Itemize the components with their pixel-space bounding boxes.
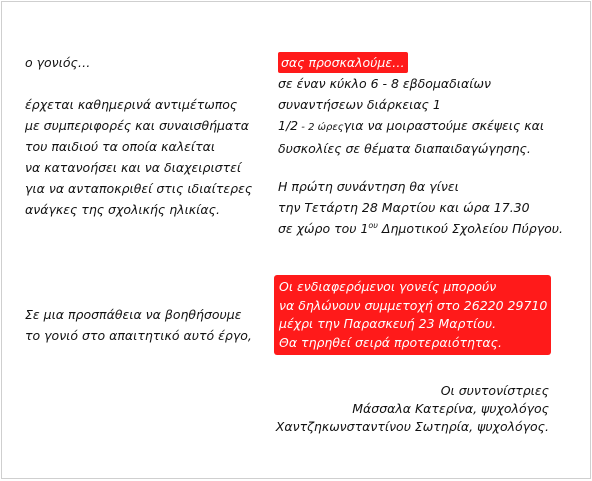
- fraction: - 2 ώρες: [298, 122, 344, 133]
- left-paragraph-line: έρχεται καθημερινά αντιμέτωπος: [25, 97, 238, 112]
- invite-line: σε έναν κύκλο 6 - 8 εβδομαδιαίων: [278, 76, 491, 91]
- left-heading: ο γονιός…: [25, 55, 91, 70]
- invite-highlight: σας προσκαλούμε…: [278, 52, 408, 73]
- invite-line: δυσκολίες σε θέματα διαπαιδαγώγησης.: [278, 141, 531, 156]
- signature-line: Μάσσαλα Κατερίνα, ψυχολόγος: [352, 401, 549, 416]
- left-closing-line: το γονιό στο απαιτητικό αυτό έργο,: [25, 328, 252, 343]
- registration-line: Οι ενδιαφερόμενοι γονείς μπορούν: [279, 279, 497, 294]
- registration-line: να δηλώνουν συμμετοχή στο 26220 29710: [279, 297, 548, 313]
- left-closing-line: Σε μια προσπάθεια να βοηθήσουμε: [25, 307, 242, 322]
- signature-block: [276, 382, 549, 436]
- signature-line: Οι συντονίστριες: [440, 383, 549, 398]
- invite-line: 1/2 - 2 ώρεςγια να μοιραστούμε σκέψεις και: [278, 118, 545, 133]
- left-paragraph-line: του παιδιού τα οποία καλείται: [25, 139, 216, 154]
- meeting-line: Η πρώτη συνάντηση θα γίνει: [278, 179, 459, 194]
- left-paragraph: [25, 94, 252, 220]
- meeting-line: σε χώρο του $1^{o\upsilon}$ Δημοτικού Σχολείου Πύργου.: [278, 221, 563, 236]
- ordinal-superscript: ου: [368, 221, 378, 230]
- signature-line: Χαντζηκωνσταντίνου Σωτηρία, ψυχολόγος.: [275, 419, 549, 434]
- left-closing: [25, 304, 252, 346]
- left-paragraph-line: με συμπεριφορές και συναισθήματα: [25, 118, 249, 133]
- invite-block: [278, 52, 544, 159]
- left-paragraph-line: για να ανταποκριθεί στις ιδιαίτερες: [25, 181, 253, 196]
- left-paragraph-line: να κατανοήσει και να διαχειριστεί: [25, 160, 242, 175]
- meeting-line: την Τετάρτη 28 Μαρτίου και ώρα 17.30: [278, 200, 530, 215]
- meeting-block: [278, 176, 563, 239]
- left-paragraph-line: ανάγκες της σχολικής ηλικίας.: [25, 202, 220, 217]
- invitation-page: [1, 1, 591, 479]
- left-intro-block: [25, 52, 90, 73]
- registration-box: [274, 275, 551, 355]
- registration-line: μέχρι την Παρασκευή 23 Μαρτίου.: [279, 316, 497, 331]
- invite-line: συναντήσεων διάρκειας 1: [278, 97, 441, 112]
- registration-line: Θα τηρηθεί σειρά προτεραιότητας.: [279, 334, 502, 350]
